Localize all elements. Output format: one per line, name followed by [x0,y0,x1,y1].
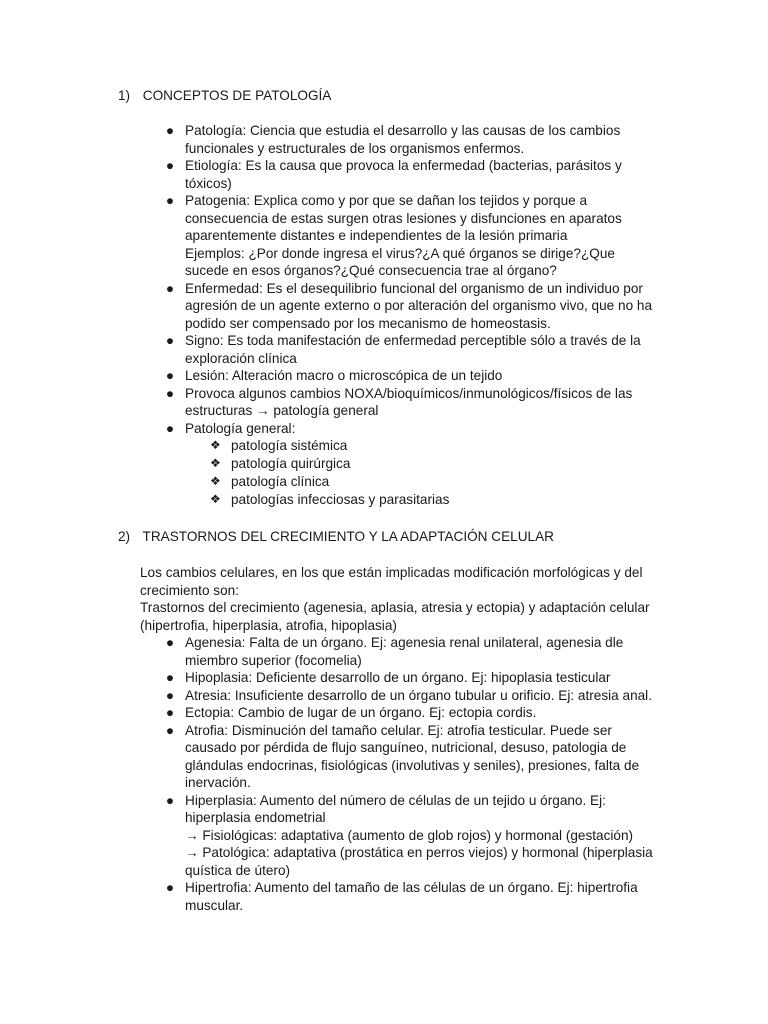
sub-list-item [210,491,683,509]
item-line: consecuencia de estas surgen otras lesiones y disfunciones en aparatos [185,210,622,226]
list-item [163,420,683,509]
list-item [163,704,683,722]
list-item [163,722,683,792]
section-2-list [163,634,683,914]
section-2-title: TRASTORNOS DEL CRECIMIENTO Y LA ADAPTACIÓN CELULAR [142,529,554,544]
section-1-title: CONCEPTOS DE PATOLOGÍA [142,88,332,103]
section-1-list [163,122,683,509]
item-line: estructuras → patología general [185,403,379,418]
section-2-number: 2) [118,529,131,544]
section-1-heading [118,87,718,105]
item-line: Patología general: [185,420,296,436]
bullet-icon: ● [165,635,175,650]
item-line: sucede en esos órganos?¿Qué consecuencia trae al órgano? [185,263,557,278]
item-line: → Patológica: adaptativa (prostática en perros viejos) y hormonal (hiperplasia [185,845,653,860]
bullet-icon: ● [165,158,175,173]
list-item [163,879,683,914]
diamond-bullet-icon: ❖ [210,491,221,506]
bullet-icon: ● [165,368,175,383]
item-line: tóxicos) [185,175,232,191]
item-line: causado por pérdida de flujo sanguíneo, nutricional, desuso, patologia de [185,740,627,755]
sub-item-text: patología quirúrgica [231,455,351,471]
section-2-heading [118,528,718,546]
item-line: inervación. [185,775,251,790]
list-item [163,792,683,880]
section-1-number: 1) [118,88,131,103]
item-line: Patogenia: Explica como y por que se dañan los tejidos y porque a [185,193,588,208]
list-item [163,122,683,157]
intro-line: Los cambios celulares, en los que están implicadas modificación morfológicas y del [140,565,643,580]
sub-list [210,437,683,509]
item-line: funcionales y estructurales de los organismos enfermos. [185,140,525,156]
item-line: Enfermedad: Es el desequilibrio funcional del organismo de un individuo por [185,280,643,296]
bullet-icon: ● [165,705,175,720]
item-line: Atresia: Insuficiente desarrollo de un órgano tubular u orificio. Ej: atresia anal. [185,687,652,703]
sub-list-item [210,437,683,455]
item-line: Atrofia: Disminución del tamaño celular. Ej: atrofia testicular. Puede ser [185,722,612,738]
list-item [163,280,683,333]
diamond-bullet-icon: ❖ [210,473,221,488]
bullet-icon: ● [165,420,175,436]
bullet-icon: ● [165,880,175,895]
list-item [163,687,683,705]
item-line: Ejemplos: ¿Por donde ingresa el virus?¿A qué órganos se dirige?¿Que [185,245,615,261]
item-line: Hipertrofia: Aumento del tamaño de las células de un órgano. Ej: hipertrofia [185,880,638,895]
sub-item-text: patología sistémica [231,438,348,453]
item-line: Hipoplasia: Deficiente desarrollo de un órgano. Ej: hipoplasia testicular [185,670,611,685]
item-line: Provoca algunos cambios NOXA/bioquímicos/inmunológicos/físicos de las [185,385,633,401]
list-item [163,385,683,420]
diamond-bullet-icon: ❖ [210,455,221,470]
item-line: Hiperplasia: Aumento del número de células de un tejido u órgano. Ej: [185,792,606,808]
bullet-icon: ● [165,333,175,348]
item-line: muscular. [185,897,244,913]
bullet-icon: ● [165,123,175,138]
item-line: → Fisiológicas: adaptativa (aumento de glob rojos) y hormonal (gestación) [185,827,634,843]
intro-line: Trastornos del crecimiento (agenesia, aplasia, atresia y ectopia) y adaptación celular [140,600,650,615]
item-line: quística de útero) [185,862,291,878]
item-line: Patología: Ciencia que estudia el desarrollo y las causas de los cambios [185,123,621,138]
list-item [163,157,683,192]
item-line: exploración clínica [185,350,297,366]
sub-item-text: patologías infecciosas y parasitarias [231,491,450,507]
list-item [163,192,683,280]
item-line: miembro superior (focomelia) [185,652,362,668]
sub-list-item [210,473,683,491]
item-line: Agenesia: Falta de un órgano. Ej: agenesia renal unilateral, agenesia dle [185,635,624,650]
section-2-intro [140,564,700,634]
item-line: podido ser compensado por los mecanismo de homeostasis. [185,315,551,331]
bullet-icon: ● [165,792,175,808]
list-item [163,634,683,669]
item-line: Signo: Es toda manifestación de enfermedad perceptible sólo a través de la [185,333,641,348]
sub-list-item [210,455,683,473]
item-line: aparentemente distantes e independientes de la lesión primaria [185,228,568,243]
bullet-icon: ● [165,385,175,401]
bullet-icon: ● [165,193,175,208]
intro-line: crecimiento son: [140,582,239,598]
bullet-icon: ● [165,687,175,703]
bullet-icon: ● [165,280,175,296]
item-line: Ectopia: Cambio de lugar de un órgano. Ej: ectopia cordis. [185,705,537,720]
bullet-icon: ● [165,722,175,738]
intro-line: (hipertrofia, hiperplasia, atrofia, hipoplasia) [140,617,397,633]
list-item [163,367,683,385]
diamond-bullet-icon: ❖ [210,438,221,452]
item-line: Etiología: Es la causa que provoca la enfermedad (bacterias, parásitos y [185,158,622,173]
item-line: agresión de un agente externo o por alteración del organismo vivo, que no ha [185,298,653,313]
item-line: Lesión: Alteración macro o microscópica de un tejido [185,368,503,383]
list-item [163,332,683,367]
list-item [163,669,683,687]
sub-item-text: patología clínica [231,473,330,489]
item-line: hiperplasia endometrial [185,810,326,825]
item-line: glándulas endocrinas, fisiológicas (involutivas y seniles), presiones, falta de [185,757,640,773]
bullet-icon: ● [165,670,175,685]
